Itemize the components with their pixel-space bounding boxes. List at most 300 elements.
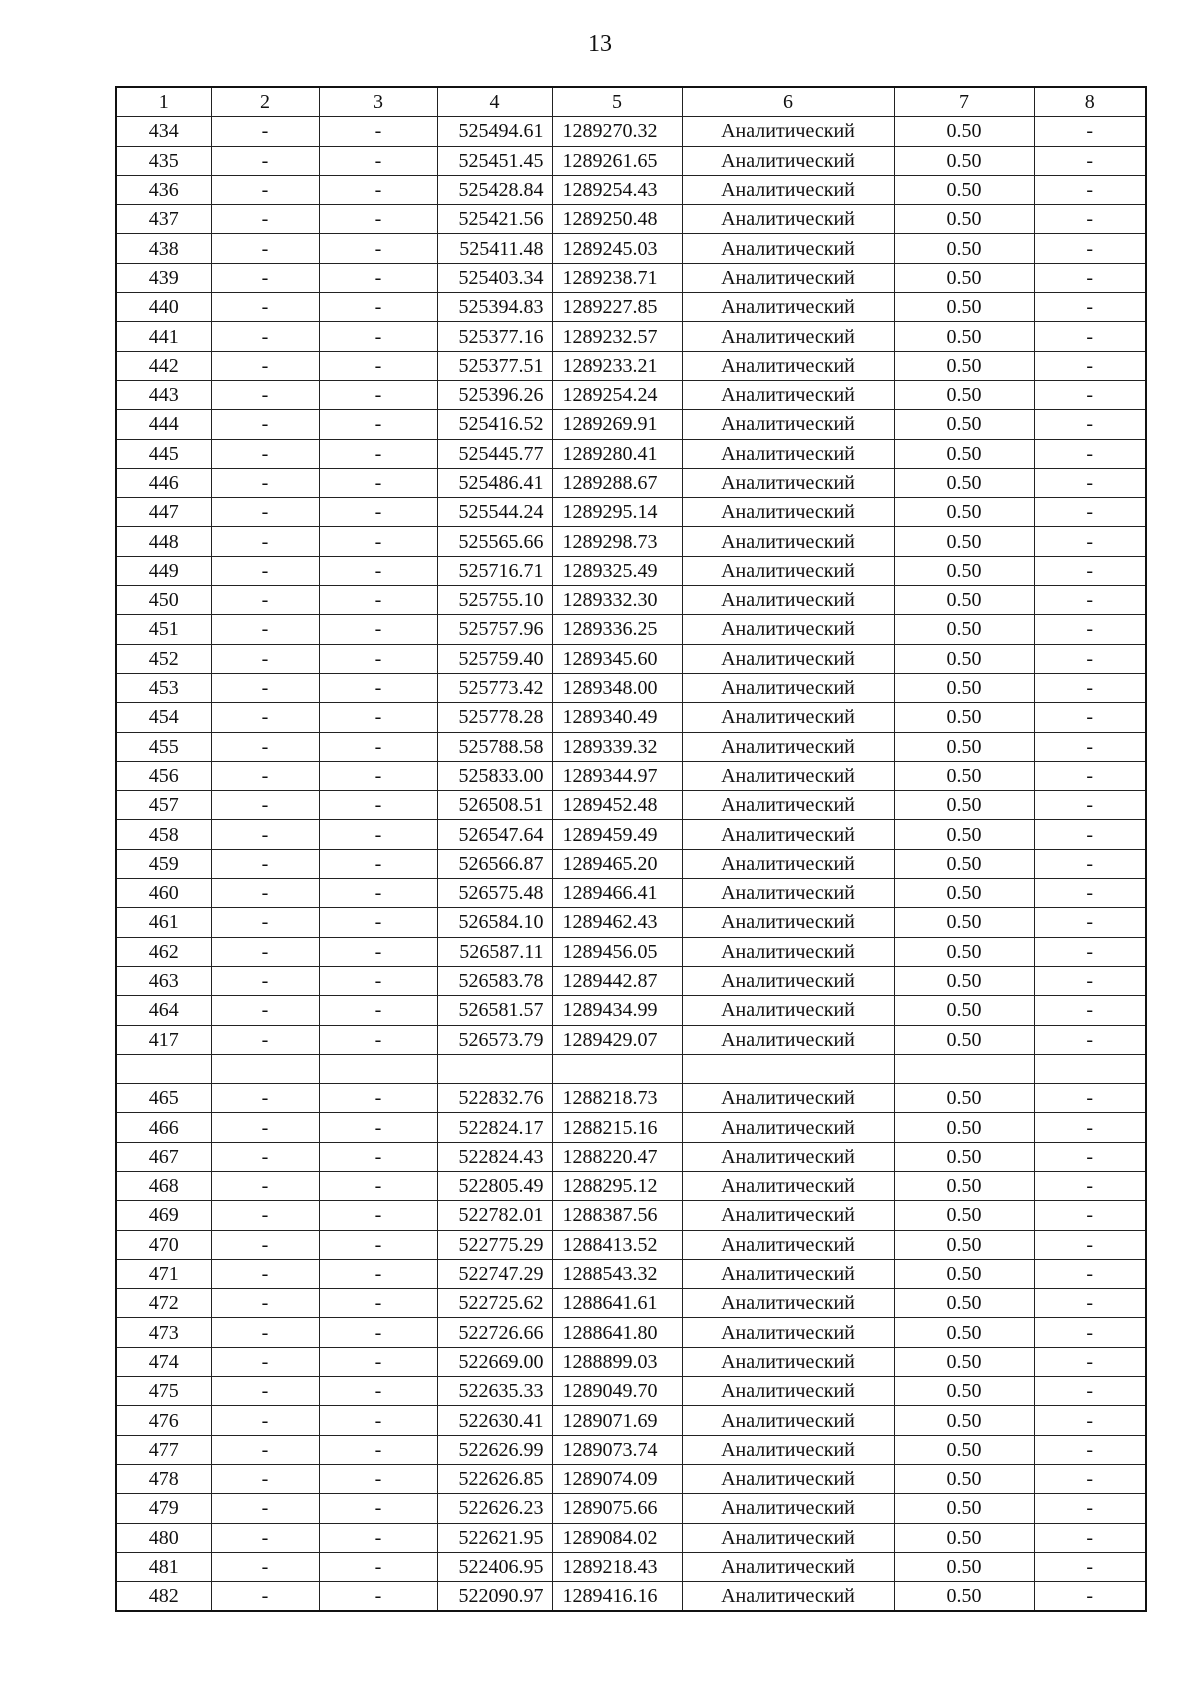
accuracy-cell: 0.50: [894, 761, 1034, 790]
col-2-value-cell: -: [211, 1435, 319, 1464]
point-number-cell: 458: [116, 820, 211, 849]
method-cell: Аналитический: [682, 996, 894, 1025]
col-8-value-cell: -: [1034, 205, 1146, 234]
col-2-value-cell: -: [211, 1377, 319, 1406]
col-2-value-cell: -: [211, 1464, 319, 1493]
point-number-cell: 450: [116, 586, 211, 615]
table-row: [116, 1025, 1146, 1054]
method-cell: Аналитический: [682, 556, 894, 585]
table-row: [116, 1523, 1146, 1552]
coord-y-cell: 1289250.48: [552, 205, 682, 234]
accuracy-cell: 0.50: [894, 996, 1034, 1025]
method-cell: Аналитический: [682, 293, 894, 322]
col-8-value-cell: -: [1034, 761, 1146, 790]
coord-x-cell: 526573.79: [437, 1025, 552, 1054]
method-cell: Аналитический: [682, 175, 894, 204]
header-col-6: 6: [682, 87, 894, 117]
point-number-cell: 456: [116, 761, 211, 790]
method-cell: Аналитический: [682, 1523, 894, 1552]
method-cell: Аналитический: [682, 644, 894, 673]
point-number-cell: 461: [116, 908, 211, 937]
col-2-value-cell: -: [211, 1494, 319, 1523]
accuracy-cell: 0.50: [894, 1259, 1034, 1288]
point-number-cell: 441: [116, 322, 211, 351]
coord-y-cell: 1289332.30: [552, 586, 682, 615]
col-8-value-cell: -: [1034, 937, 1146, 966]
method-cell: Аналитический: [682, 1084, 894, 1113]
col-3-value-cell: -: [319, 1025, 437, 1054]
accuracy-cell: 0.50: [894, 1289, 1034, 1318]
accuracy-cell: 0.50: [894, 586, 1034, 615]
col-8-value-cell: -: [1034, 1406, 1146, 1435]
table-row: [116, 879, 1146, 908]
table-row: [116, 410, 1146, 439]
method-cell: Аналитический: [682, 1259, 894, 1288]
method-cell: Аналитический: [682, 732, 894, 761]
point-number-cell: 445: [116, 439, 211, 468]
point-number-cell: 476: [116, 1406, 211, 1435]
col-2-value-cell: -: [211, 439, 319, 468]
table-row: [116, 1142, 1146, 1171]
table-row: [116, 351, 1146, 380]
col-8-value-cell: -: [1034, 1113, 1146, 1142]
coord-x-cell: 525486.41: [437, 468, 552, 497]
col-2-value-cell: -: [211, 1582, 319, 1612]
col-3-value-cell: -: [319, 293, 437, 322]
coord-x-cell: 525833.00: [437, 761, 552, 790]
col-2-value-cell: -: [211, 410, 319, 439]
point-number-cell: 437: [116, 205, 211, 234]
col-2-value-cell: -: [211, 468, 319, 497]
coord-x-cell: 525396.26: [437, 380, 552, 409]
coord-x-cell: 526581.57: [437, 996, 552, 1025]
table-row: [116, 498, 1146, 527]
col-3-value-cell: -: [319, 1464, 437, 1493]
coord-y-cell: 1289270.32: [552, 117, 682, 146]
coord-y-cell: 1289261.65: [552, 146, 682, 175]
accuracy-cell: 0.50: [894, 380, 1034, 409]
col-2-value-cell: -: [211, 615, 319, 644]
col-2-value-cell: -: [211, 175, 319, 204]
col-8-value-cell: -: [1034, 556, 1146, 585]
accuracy-cell: 0.50: [894, 263, 1034, 292]
table-row: [116, 439, 1146, 468]
point-number-cell: 446: [116, 468, 211, 497]
col-8-value-cell: -: [1034, 527, 1146, 556]
col-3-value-cell: -: [319, 1523, 437, 1552]
table-row: [116, 234, 1146, 263]
point-number-cell: 480: [116, 1523, 211, 1552]
coord-y-cell: 1289298.73: [552, 527, 682, 556]
col-3-value-cell: -: [319, 908, 437, 937]
col-8-value-cell: -: [1034, 293, 1146, 322]
coord-y-cell: 1288413.52: [552, 1230, 682, 1259]
col-8-value-cell: -: [1034, 879, 1146, 908]
col-2-value-cell: -: [211, 703, 319, 732]
col-3-value-cell: -: [319, 1201, 437, 1230]
accuracy-cell: 0.50: [894, 410, 1034, 439]
accuracy-cell: 0.50: [894, 1201, 1034, 1230]
method-cell: Аналитический: [682, 1377, 894, 1406]
coord-y-cell: 1289218.43: [552, 1552, 682, 1581]
col-8-value-cell: -: [1034, 1025, 1146, 1054]
point-number-cell: 471: [116, 1259, 211, 1288]
col-3-value-cell: -: [319, 351, 437, 380]
col-8-value-cell: -: [1034, 1552, 1146, 1581]
col-3-value-cell: -: [319, 615, 437, 644]
col-2-value-cell: -: [211, 966, 319, 995]
col-8-value-cell: -: [1034, 117, 1146, 146]
coord-x-cell: 526547.64: [437, 820, 552, 849]
coord-y-cell: 1289280.41: [552, 439, 682, 468]
coord-y-cell: 1289442.87: [552, 966, 682, 995]
col-8-value-cell: -: [1034, 351, 1146, 380]
accuracy-cell: 0.50: [894, 468, 1034, 497]
col-3-value-cell: -: [319, 1142, 437, 1171]
col-8-value-cell: -: [1034, 498, 1146, 527]
col-2-value-cell: -: [211, 1523, 319, 1552]
coord-x-cell: 522782.01: [437, 1201, 552, 1230]
coord-x-cell: 522832.76: [437, 1084, 552, 1113]
table-row: [116, 527, 1146, 556]
coord-y-cell: 1289416.16: [552, 1582, 682, 1612]
col-8-value-cell: -: [1034, 263, 1146, 292]
coord-x-cell: 525421.56: [437, 205, 552, 234]
accuracy-cell: 0.50: [894, 322, 1034, 351]
accuracy-cell: 0.50: [894, 1171, 1034, 1200]
col-8-value-cell: -: [1034, 1230, 1146, 1259]
col-2-value-cell: -: [211, 1230, 319, 1259]
col-3-value-cell: -: [319, 849, 437, 878]
col-2-value-cell: -: [211, 673, 319, 702]
col-2-value-cell: -: [211, 527, 319, 556]
table-row: [116, 644, 1146, 673]
col-2-value-cell: -: [211, 1552, 319, 1581]
method-cell: Аналитический: [682, 673, 894, 702]
col-8-value-cell: [1034, 1054, 1146, 1083]
coord-x-cell: 526587.11: [437, 937, 552, 966]
coord-x-cell: 525494.61: [437, 117, 552, 146]
coord-y-cell: 1288215.16: [552, 1113, 682, 1142]
table-row: [116, 263, 1146, 292]
method-cell: Аналитический: [682, 146, 894, 175]
col-8-value-cell: -: [1034, 410, 1146, 439]
point-number-cell: 467: [116, 1142, 211, 1171]
col-3-value-cell: -: [319, 673, 437, 702]
point-number-cell: 477: [116, 1435, 211, 1464]
coord-x-cell: 525377.16: [437, 322, 552, 351]
coord-x-cell: 522775.29: [437, 1230, 552, 1259]
point-number-cell: 448: [116, 527, 211, 556]
table-row: [116, 1347, 1146, 1376]
coord-x-cell: 522824.17: [437, 1113, 552, 1142]
coord-y-cell: 1289071.69: [552, 1406, 682, 1435]
header-col-1: 1: [116, 87, 211, 117]
col-2-value-cell: -: [211, 556, 319, 585]
coord-x-cell: 522626.23: [437, 1494, 552, 1523]
col-3-value-cell: -: [319, 1552, 437, 1581]
accuracy-cell: 0.50: [894, 556, 1034, 585]
accuracy-cell: 0.50: [894, 1230, 1034, 1259]
table-row: [116, 1171, 1146, 1200]
col-8-value-cell: -: [1034, 1435, 1146, 1464]
coord-y-cell: 1288543.32: [552, 1259, 682, 1288]
method-cell: Аналитический: [682, 1464, 894, 1493]
coord-x-cell: 526575.48: [437, 879, 552, 908]
accuracy-cell: 0.50: [894, 849, 1034, 878]
table-row: [116, 1435, 1146, 1464]
point-number-cell: 462: [116, 937, 211, 966]
point-number-cell: 469: [116, 1201, 211, 1230]
method-cell: Аналитический: [682, 879, 894, 908]
col-3-value-cell: -: [319, 879, 437, 908]
coord-x-cell: 526508.51: [437, 791, 552, 820]
point-number-cell: 481: [116, 1552, 211, 1581]
coord-y-cell: 1289075.66: [552, 1494, 682, 1523]
coord-x-cell: 525716.71: [437, 556, 552, 585]
col-8-value-cell: -: [1034, 732, 1146, 761]
col-2-value-cell: -: [211, 498, 319, 527]
accuracy-cell: 0.50: [894, 1406, 1034, 1435]
col-3-value-cell: -: [319, 586, 437, 615]
accuracy-cell: 0.50: [894, 1318, 1034, 1347]
col-3-value-cell: -: [319, 263, 437, 292]
coord-x-cell: 525445.77: [437, 439, 552, 468]
point-number-cell: 444: [116, 410, 211, 439]
col-8-value-cell: -: [1034, 1289, 1146, 1318]
coord-x-cell: 525411.48: [437, 234, 552, 263]
accuracy-cell: 0.50: [894, 146, 1034, 175]
point-number-cell: 438: [116, 234, 211, 263]
method-cell: Аналитический: [682, 1347, 894, 1376]
col-2-value-cell: -: [211, 263, 319, 292]
col-2-value-cell: -: [211, 1347, 319, 1376]
coord-x-cell: 525428.84: [437, 175, 552, 204]
coord-x-cell: 525416.52: [437, 410, 552, 439]
coord-x-cell: 522630.41: [437, 1406, 552, 1435]
coord-x-cell: 526583.78: [437, 966, 552, 995]
method-cell: Аналитический: [682, 380, 894, 409]
col-2-value-cell: -: [211, 1142, 319, 1171]
col-2-value-cell: -: [211, 1259, 319, 1288]
point-number-cell: 457: [116, 791, 211, 820]
point-number-cell: 453: [116, 673, 211, 702]
table-row: [116, 1552, 1146, 1581]
col-2-value-cell: -: [211, 644, 319, 673]
table-row: [116, 1289, 1146, 1318]
accuracy-cell: 0.50: [894, 498, 1034, 527]
accuracy-cell: 0.50: [894, 1464, 1034, 1493]
table-row: [116, 1377, 1146, 1406]
coord-y-cell: 1288899.03: [552, 1347, 682, 1376]
col-8-value-cell: -: [1034, 1523, 1146, 1552]
method-cell: Аналитический: [682, 1582, 894, 1612]
accuracy-cell: 0.50: [894, 615, 1034, 644]
point-number-cell: 434: [116, 117, 211, 146]
col-3-value-cell: -: [319, 527, 437, 556]
table-row: [116, 146, 1146, 175]
col-3-value-cell: -: [319, 439, 437, 468]
coord-x-cell: 522669.00: [437, 1347, 552, 1376]
col-2-value-cell: -: [211, 1171, 319, 1200]
table-row: [116, 1259, 1146, 1288]
col-3-value-cell: -: [319, 1259, 437, 1288]
coord-x-cell: 522805.49: [437, 1171, 552, 1200]
col-2-value-cell: -: [211, 732, 319, 761]
accuracy-cell: 0.50: [894, 175, 1034, 204]
coord-y-cell: 1289073.74: [552, 1435, 682, 1464]
table-row: [116, 761, 1146, 790]
col-2-value-cell: -: [211, 849, 319, 878]
col-8-value-cell: -: [1034, 996, 1146, 1025]
col-8-value-cell: -: [1034, 146, 1146, 175]
point-number-cell: [116, 1054, 211, 1083]
col-2-value-cell: [211, 1054, 319, 1083]
point-number-cell: 482: [116, 1582, 211, 1612]
accuracy-cell: [894, 1054, 1034, 1083]
coord-x-cell: 526584.10: [437, 908, 552, 937]
col-3-value-cell: -: [319, 1318, 437, 1347]
method-cell: Аналитический: [682, 351, 894, 380]
point-number-cell: 447: [116, 498, 211, 527]
method-cell: Аналитический: [682, 937, 894, 966]
method-cell: Аналитический: [682, 263, 894, 292]
accuracy-cell: 0.50: [894, 966, 1034, 995]
col-3-value-cell: -: [319, 1377, 437, 1406]
method-cell: Аналитический: [682, 1171, 894, 1200]
table-row: [116, 937, 1146, 966]
table-row: [116, 1406, 1146, 1435]
col-3-value-cell: -: [319, 1171, 437, 1200]
col-2-value-cell: -: [211, 761, 319, 790]
method-cell: Аналитический: [682, 1435, 894, 1464]
col-3-value-cell: -: [319, 761, 437, 790]
col-8-value-cell: -: [1034, 234, 1146, 263]
method-cell: Аналитический: [682, 1201, 894, 1230]
point-number-cell: 464: [116, 996, 211, 1025]
coord-y-cell: 1288218.73: [552, 1084, 682, 1113]
coord-y-cell: 1289434.99: [552, 996, 682, 1025]
coord-x-cell: 525394.83: [437, 293, 552, 322]
point-number-cell: 460: [116, 879, 211, 908]
col-2-value-cell: -: [211, 586, 319, 615]
col-8-value-cell: -: [1034, 1494, 1146, 1523]
method-cell: Аналитический: [682, 1406, 894, 1435]
point-number-cell: 479: [116, 1494, 211, 1523]
col-8-value-cell: -: [1034, 1347, 1146, 1376]
table-row: [116, 732, 1146, 761]
method-cell: Аналитический: [682, 966, 894, 995]
coord-y-cell: 1289074.09: [552, 1464, 682, 1493]
method-cell: Аналитический: [682, 322, 894, 351]
col-2-value-cell: -: [211, 1113, 319, 1142]
table-row: [116, 791, 1146, 820]
point-number-cell: 466: [116, 1113, 211, 1142]
point-number-cell: 468: [116, 1171, 211, 1200]
table-body: [116, 117, 1146, 1612]
coord-y-cell: 1289456.05: [552, 937, 682, 966]
coord-x-cell: 522626.99: [437, 1435, 552, 1464]
coord-x-cell: 525773.42: [437, 673, 552, 702]
table-row: [116, 1084, 1146, 1113]
coord-y-cell: 1289345.60: [552, 644, 682, 673]
coord-y-cell: 1288387.56: [552, 1201, 682, 1230]
table-row: [116, 556, 1146, 585]
table-row: [116, 966, 1146, 995]
method-cell: Аналитический: [682, 849, 894, 878]
point-number-cell: 465: [116, 1084, 211, 1113]
col-2-value-cell: -: [211, 205, 319, 234]
col-8-value-cell: -: [1034, 439, 1146, 468]
header-col-4: 4: [437, 87, 552, 117]
table-row: [116, 380, 1146, 409]
col-2-value-cell: -: [211, 351, 319, 380]
col-8-value-cell: -: [1034, 673, 1146, 702]
coordinates-table: [115, 86, 1147, 1612]
col-2-value-cell: -: [211, 908, 319, 937]
coord-y-cell: 1289465.20: [552, 849, 682, 878]
accuracy-cell: 0.50: [894, 908, 1034, 937]
coord-y-cell: 1289339.32: [552, 732, 682, 761]
coord-x-cell: 525377.51: [437, 351, 552, 380]
col-8-value-cell: -: [1034, 586, 1146, 615]
col-3-value-cell: -: [319, 380, 437, 409]
coord-y-cell: 1289254.24: [552, 380, 682, 409]
header-col-3: 3: [319, 87, 437, 117]
col-2-value-cell: -: [211, 996, 319, 1025]
table-row: [116, 996, 1146, 1025]
point-number-cell: 449: [116, 556, 211, 585]
table-row: [116, 1113, 1146, 1142]
col-3-value-cell: -: [319, 117, 437, 146]
accuracy-cell: 0.50: [894, 1552, 1034, 1581]
accuracy-cell: 0.50: [894, 293, 1034, 322]
coord-x-cell: 525755.10: [437, 586, 552, 615]
point-number-cell: 440: [116, 293, 211, 322]
col-2-value-cell: -: [211, 791, 319, 820]
coord-y-cell: 1288295.12: [552, 1171, 682, 1200]
table-row: [116, 1464, 1146, 1493]
coord-y-cell: 1289325.49: [552, 556, 682, 585]
coord-x-cell: 522824.43: [437, 1142, 552, 1171]
coord-x-cell: 522747.29: [437, 1259, 552, 1288]
coord-y-cell: 1289336.25: [552, 615, 682, 644]
coord-y-cell: 1289269.91: [552, 410, 682, 439]
col-3-value-cell: -: [319, 1113, 437, 1142]
accuracy-cell: 0.50: [894, 1582, 1034, 1612]
table-row: [116, 1201, 1146, 1230]
col-8-value-cell: -: [1034, 175, 1146, 204]
method-cell: Аналитический: [682, 1230, 894, 1259]
point-number-cell: 439: [116, 263, 211, 292]
accuracy-cell: 0.50: [894, 117, 1034, 146]
point-number-cell: 459: [116, 849, 211, 878]
table-row: [116, 1582, 1146, 1612]
method-cell: Аналитический: [682, 908, 894, 937]
col-2-value-cell: -: [211, 380, 319, 409]
coord-y-cell: 1289245.03: [552, 234, 682, 263]
point-number-cell: 442: [116, 351, 211, 380]
table-row: [116, 1230, 1146, 1259]
method-cell: Аналитический: [682, 1113, 894, 1142]
col-8-value-cell: -: [1034, 1084, 1146, 1113]
col-8-value-cell: -: [1034, 1582, 1146, 1612]
col-3-value-cell: [319, 1054, 437, 1083]
coord-y-cell: 1289295.14: [552, 498, 682, 527]
table-row: [116, 293, 1146, 322]
col-2-value-cell: -: [211, 1084, 319, 1113]
accuracy-cell: 0.50: [894, 234, 1034, 263]
